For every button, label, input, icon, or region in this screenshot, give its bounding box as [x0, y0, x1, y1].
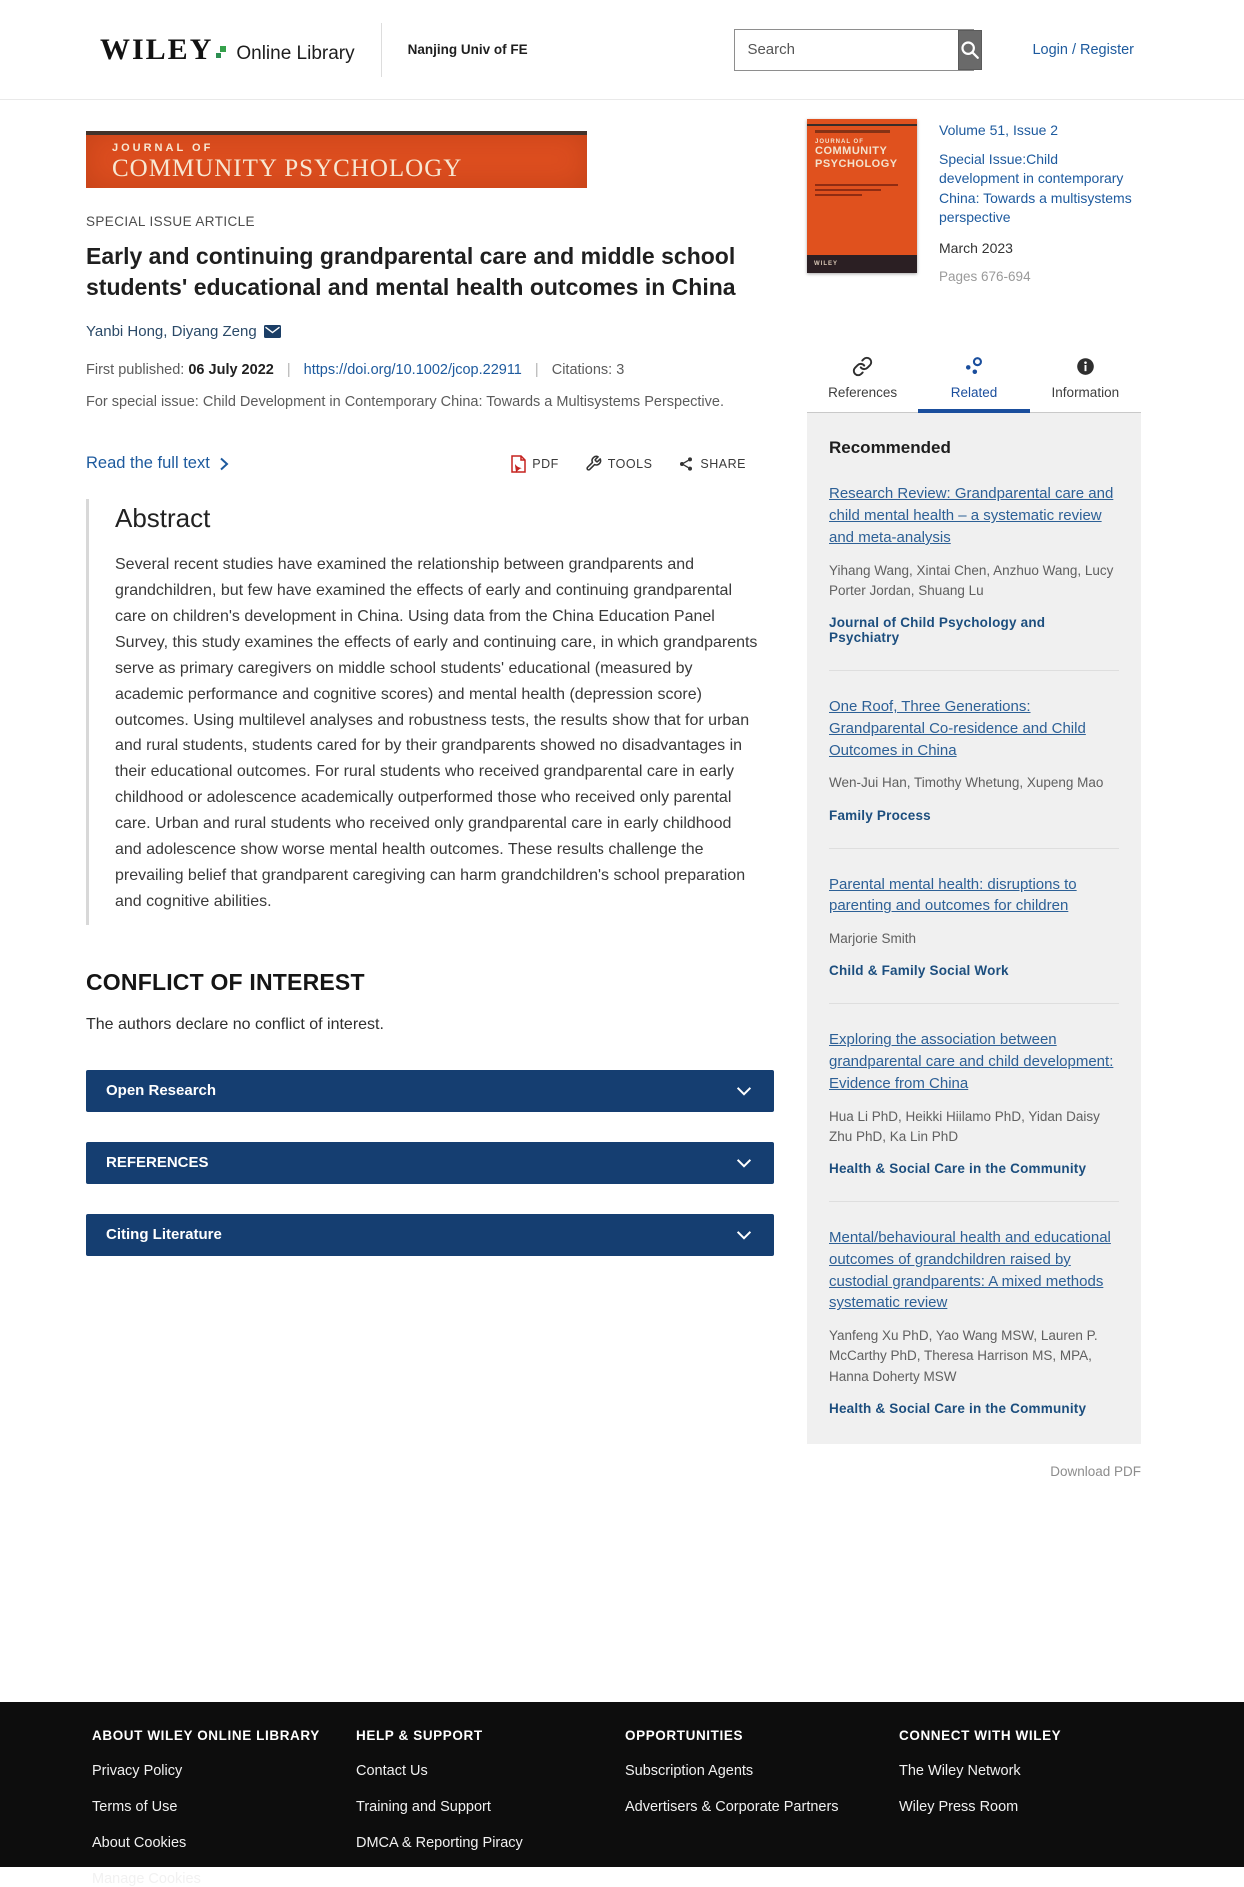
footer-links — [92, 1763, 356, 1887]
recommended-article-link[interactable]: Exploring the association between grandparental care and child development: Evidence from China — [829, 1031, 1114, 1092]
abstract-section — [86, 499, 774, 925]
chevron-down-icon — [734, 1153, 754, 1173]
cover-bottom-band — [807, 255, 917, 273]
institution-label: Nanjing Univ of FE — [407, 42, 528, 57]
issue-pages: Pages 676-694 — [939, 268, 1031, 284]
read-full-text-label: Read the full text — [86, 454, 210, 473]
footer-link[interactable]: Contact Us — [356, 1763, 428, 1779]
footer-column-opportunities — [625, 1728, 899, 1887]
footer-heading: ABOUT WILEY ONLINE LIBRARY — [92, 1728, 320, 1743]
search-button[interactable] — [958, 30, 982, 70]
footer-link[interactable]: Manage Cookies — [92, 1871, 201, 1887]
recommended-article-authors: Wen-Jui Han, Timothy Whetung, Xupeng Mao — [829, 775, 1104, 791]
wrench-icon — [585, 455, 602, 472]
first-published-label: First published: — [86, 362, 185, 379]
recommended-item — [829, 1003, 1119, 1176]
journal-cover-thumbnail[interactable] — [807, 119, 917, 273]
accordion-label: Open Research — [106, 1082, 217, 1100]
volume-issue-link[interactable]: Volume 51, Issue 2 — [939, 122, 1059, 138]
footer-link[interactable]: About Cookies — [92, 1835, 187, 1851]
tools-label: TOOLS — [607, 456, 653, 471]
search-icon — [959, 39, 981, 61]
pdf-icon — [511, 455, 526, 473]
footer-heading: HELP & SUPPORT — [356, 1728, 483, 1743]
footer-link[interactable]: Training and Support — [356, 1799, 491, 1815]
author-names[interactable]: Yanbi Hong, Diyang Zeng — [86, 323, 257, 341]
cover-publisher: WILEY — [814, 261, 838, 267]
recommended-article-link[interactable]: Mental/behavioural health and educational outcomes of grandchildren raised by custodial grandparents: A mixed methods systematic review — [829, 1229, 1111, 1312]
recommended-heading: Recommended — [829, 438, 951, 458]
online-library-label: Online Library — [236, 42, 355, 64]
share-icon — [678, 456, 694, 472]
chevron-right-icon — [219, 457, 229, 471]
cover-decor-lines — [815, 184, 909, 196]
share-label: SHARE — [700, 456, 746, 471]
footer-link[interactable]: Advertisers & Corporate Partners — [625, 1799, 839, 1815]
recommended-article-authors: Yihang Wang, Xintai Chen, Anzhuo Wang, Lucy Porter Jordan, Shuang Lu — [829, 562, 1114, 598]
chevron-down-icon — [734, 1225, 754, 1245]
tab-information-label: Information — [1051, 385, 1120, 401]
recommended-article-authors: Marjorie Smith — [829, 931, 917, 947]
tools-button[interactable] — [585, 455, 653, 472]
tab-information[interactable] — [1030, 350, 1141, 412]
publication-info — [86, 362, 774, 378]
footer-link[interactable]: Wiley Press Room — [899, 1799, 1019, 1815]
related-icon — [963, 356, 984, 377]
footer-link[interactable]: Subscription Agents — [625, 1763, 754, 1779]
separator: | — [534, 362, 539, 379]
journal-banner[interactable] — [86, 131, 587, 188]
accordion-label: REFERENCES — [106, 1154, 209, 1172]
cover-decor — [815, 130, 890, 133]
footer-links — [356, 1763, 625, 1851]
wiley-wordmark: WILEY — [100, 32, 214, 66]
recommended-article-journal: Journal of Child Psychology and Psychiatry — [829, 615, 1046, 646]
footer-column-connect — [899, 1728, 1061, 1887]
separator: | — [286, 362, 291, 379]
footer-links — [625, 1763, 899, 1815]
pdf-label: PDF — [532, 456, 559, 471]
recommended-article-journal: Health & Social Care in the Community — [829, 1161, 1087, 1177]
issue-row — [807, 119, 1141, 286]
recommended-item — [829, 458, 1119, 645]
site-footer — [0, 1702, 1244, 1887]
actions-row — [86, 454, 746, 473]
recommended-panel — [807, 413, 1141, 1444]
accordion-bar[interactable] — [86, 1070, 774, 1112]
recommended-article-authors: Yanfeng Xu PhD, Yao Wang MSW, Lauren P. McCarthy PhD, Theresa Harrison MS, MPA, Hanna Doherty MSW — [829, 1328, 1098, 1384]
recommended-article-link[interactable]: Research Review: Grandparental care and child mental health – a systematic review and meta-analysis — [829, 485, 1114, 546]
doi-link[interactable]: https://doi.org/10.1002/jcop.22911 — [303, 362, 522, 379]
accordion-label: Citing Literature — [106, 1226, 222, 1244]
wiley-green-mark-icon — [216, 46, 229, 59]
conflict-of-interest-text: The authors declare no conflict of interest. — [86, 1015, 384, 1033]
article-type-label: SPECIAL ISSUE ARTICLE — [86, 214, 255, 229]
cover-title-line2: PSYCHOLOGY — [815, 157, 898, 170]
issue-date: March 2023 — [939, 239, 1013, 256]
info-icon — [1075, 356, 1096, 377]
page-content — [0, 100, 1244, 1479]
tab-references-label: References — [828, 385, 898, 401]
recommended-article-journal: Health & Social Care in the Community — [829, 1400, 1087, 1416]
footer-columns — [0, 1702, 1244, 1887]
abstract-heading: Abstract — [115, 503, 211, 534]
first-published-date: 06 July 2022 — [188, 362, 274, 379]
footer-column-help — [356, 1728, 625, 1887]
cover-title-line1: COMMUNITY — [815, 145, 888, 157]
link-icon — [852, 356, 873, 377]
accordion-bar[interactable] — [86, 1142, 774, 1184]
recommended-article-authors: Hua Li PhD, Heikki Hiilamo PhD, Yidan Daisy Zhu PhD, Ka Lin PhD — [829, 1108, 1100, 1144]
recommended-article-link[interactable]: One Roof, Three Generations: Grandparental Co-residence and Child Outcomes in China — [829, 698, 1086, 759]
tab-related[interactable] — [918, 350, 1029, 413]
cover-kicker: JOURNAL OF — [815, 139, 864, 145]
article-toolbar — [511, 455, 746, 473]
accordion-bar[interactable] — [86, 1214, 774, 1256]
site-header — [0, 0, 1244, 100]
article-main — [86, 131, 774, 1479]
search-input[interactable] — [735, 30, 958, 70]
download-pdf-link[interactable]: Download PDF — [1050, 1463, 1141, 1479]
article-title: Early and continuing grandparental care and middle school students' educational and mental health outcomes in China — [86, 243, 736, 301]
footer-link[interactable]: Privacy Policy — [92, 1763, 183, 1779]
recommended-list — [829, 458, 1119, 1416]
share-button[interactable] — [678, 456, 746, 472]
journal-banner-kicker: JOURNAL OF — [112, 142, 214, 154]
tab-references[interactable] — [807, 350, 918, 412]
sidebar-tabs — [807, 350, 1141, 413]
read-full-text-link[interactable] — [86, 454, 229, 473]
accordion-group — [86, 1070, 774, 1256]
pdf-button[interactable] — [511, 455, 559, 473]
journal-banner-title: COMMUNITY PSYCHOLOGY — [112, 155, 463, 182]
footer-link[interactable]: Terms of Use — [92, 1799, 178, 1815]
recommended-item — [829, 848, 1119, 979]
footer-link[interactable]: The Wiley Network — [899, 1763, 1021, 1779]
recommended-item — [829, 670, 1119, 823]
authors-row — [86, 323, 774, 340]
recommended-article-journal: Child & Family Social Work — [829, 963, 1009, 979]
footer-column-about — [92, 1728, 356, 1887]
search-bar — [734, 29, 974, 71]
header-divider — [381, 23, 382, 77]
wiley-logo[interactable] — [100, 33, 355, 67]
recommended-item — [829, 1201, 1119, 1416]
recommended-article-link[interactable]: Parental mental health: disruptions to parenting and outcomes for children — [829, 875, 1077, 915]
conflict-of-interest-heading: CONFLICT OF INTEREST — [86, 968, 365, 995]
citations-count: Citations: 3 — [551, 362, 625, 379]
special-issue-link[interactable]: Special Issue:Child development in contemporary China: Towards a multisystems perspective — [939, 150, 1132, 226]
footer-heading: CONNECT WITH WILEY — [899, 1728, 1062, 1743]
footer-links — [899, 1763, 1061, 1815]
tab-related-label: Related — [950, 385, 998, 401]
abstract-text: Several recent studies have examined the relationship between grandparents and grandchildren, but few have examined the effects of early and continuing grandparental care on children's development in China. Using data from the China Education Panel Survey, this study examines the effects of early and continuing care, in which grandparents serve as primary caregivers on middle school students' educational (measured by academic performance and cognitive scores) and mental health (depression score) outcomes. Using multilevel analyses and robustness tests, the results show that for urban and rural students, students cared for by their grandparents showed no disadvantages in their educational outcomes. For rural students who received grandparental care in early childhood or adolescence academically outperformed those who received only parental care. Urban and rural students who received only grandparental care in early childhood and adolescence show worse mental health outcomes. These results challenge the prevailing belief that grandparent caregiving can harm grandchildren's school preparation and cognitive abilities. — [115, 556, 758, 910]
chevron-down-icon — [734, 1081, 754, 1101]
recommended-article-journal: Family Process — [829, 807, 931, 823]
footer-heading: OPPORTUNITIES — [625, 1728, 744, 1743]
article-sidebar — [807, 119, 1141, 1479]
email-envelope-icon[interactable] — [264, 325, 281, 338]
login-register-link[interactable]: Login / Register — [1032, 41, 1134, 58]
special-issue-note: For special issue: Child Development in Contemporary China: Towards a Multisystems Perspective. — [86, 394, 724, 411]
issue-info — [939, 119, 1137, 286]
footer-link[interactable]: DMCA & Reporting Piracy — [356, 1835, 523, 1851]
